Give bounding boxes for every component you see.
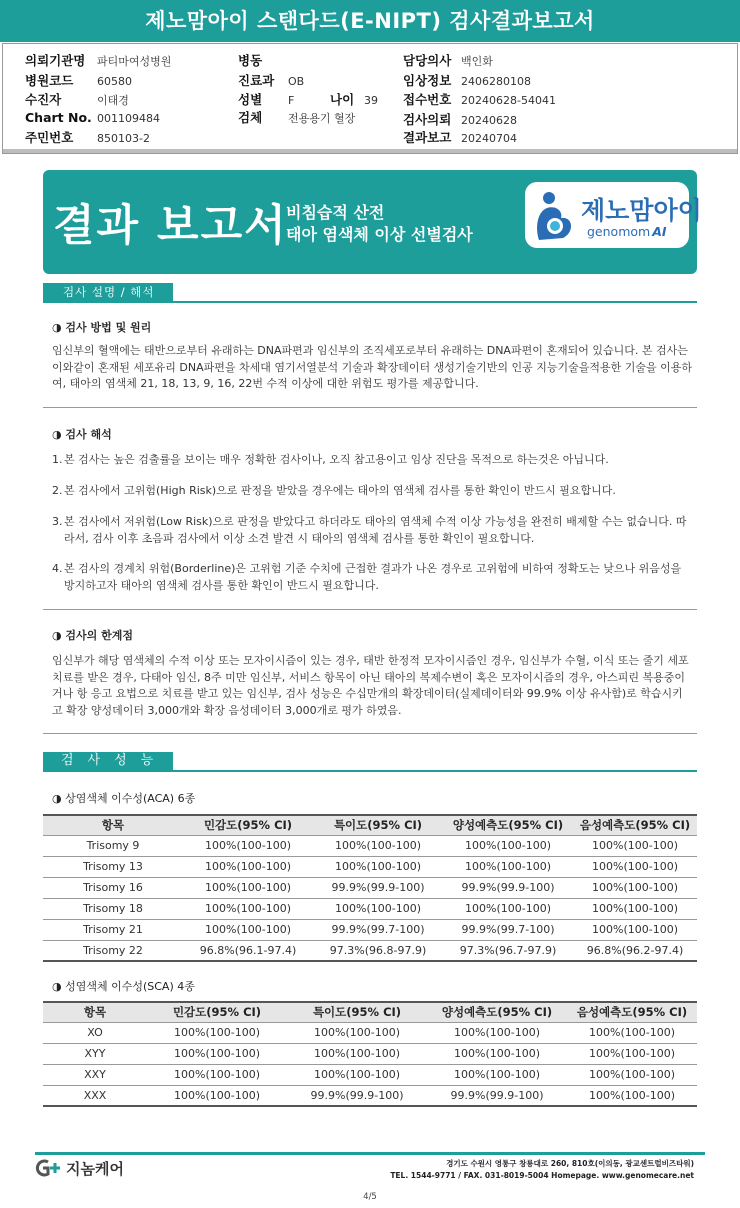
info-patient-name: 수진자 이태경 xyxy=(25,92,129,107)
sca-performance-table xyxy=(43,1001,697,1107)
table-row: XXX 100%(100-100) 99.9%(99.9-100) 99.9%(99.9-100) 100%(100-100) xyxy=(43,1085,697,1106)
method-text: 임신부의 혈액에는 태반으로부터 유래하는 DNA파편과 임신부의 조직세포로부터 유래하는 DNA파편이 혼재되어 있습니다. 본 검사는 이와같이 혼재된 세포유리 DNA파편을 차세대 염기서열분석 기술과 확장데이터 생성기술기반의 인공 지능기술을적용한 기술을 이용하여, 태아의 염색체 21, 18, 13, 9, 16, 22번 수적 이상에 대한 위험도 평가를 제공합니다. xyxy=(52,344,692,390)
table-row: Trisomy 18 100%(100-100) 100%(100-100) 100%(100-100) 100%(100-100) xyxy=(43,898,697,919)
footer-divider xyxy=(35,1152,705,1155)
footer-address xyxy=(390,1158,694,1182)
info-hospital-code: 병원코드 60580 xyxy=(25,73,132,88)
info-sex: 성별 F xyxy=(238,92,295,107)
section-performance-line xyxy=(43,770,697,772)
info-box-shadow xyxy=(3,149,737,153)
genomecare-logo xyxy=(34,1158,124,1180)
column-header: 민감도(95% CI) xyxy=(147,1002,287,1022)
column-header: 음성예측도(95% CI) xyxy=(573,815,697,835)
info-requesting-institution: 의뢰기관명 파티마여성병원 xyxy=(25,53,172,68)
info-ward: 병동 xyxy=(238,53,263,68)
section-description-line xyxy=(43,301,697,303)
column-header: 항목 xyxy=(43,1002,147,1022)
logo-korean-text: 제노맘아이 xyxy=(581,196,702,225)
footer-company-name: 지놈케어 xyxy=(66,1160,124,1178)
section-description-tab: 검사 설명 / 해석 xyxy=(43,283,173,301)
limitations-title: ◑ 검사의 한계점 xyxy=(52,629,134,642)
footer-contact-line: TEL. 1544-9771 / FAX. 031-8019-5004 Homepage. www.genomecare.net xyxy=(390,1171,694,1180)
footer-address-line: 경기도 수원시 영통구 창룡대로 260, 810호(이의동, 광교센트럴비즈타워) xyxy=(446,1159,694,1168)
info-accession-number: 접수번호 20240628-54041 xyxy=(403,92,556,107)
aca-table-title: ◑ 상염색체 이수성(ACA) 6종 xyxy=(52,792,196,805)
table-row: Trisomy 21 100%(100-100) 99.9%(99.7-100) 99.9%(99.7-100) 100%(100-100) xyxy=(43,919,697,940)
banner-subtitle xyxy=(286,202,473,246)
column-header: 민감도(95% CI) xyxy=(183,815,313,835)
column-header: 음성예측도(95% CI) xyxy=(567,1002,697,1022)
table-row: Trisomy 22 96.8%(96.1-97.4) 97.3%(96.8-97.9) 97.3%(96.7-97.9) 96.8%(96.2-97.4) xyxy=(43,940,697,961)
logo-english-main: genomom xyxy=(587,224,651,239)
genomecare-logo-icon xyxy=(34,1158,62,1178)
table-row: XXY 100%(100-100) 100%(100-100) 100%(100-100) 100%(100-100) xyxy=(43,1064,697,1085)
info-physician: 담당의사 백인화 xyxy=(403,53,493,68)
logo-english-text xyxy=(587,224,667,239)
interpretation-item: 2. 본 검사에서 고위험(High Risk)으로 판정을 받았을 경우에는 태아의 염색체 검사를 통한 확인이 반드시 필요합니다. xyxy=(52,484,616,497)
table-header-row xyxy=(43,815,697,835)
divider-3 xyxy=(43,733,697,734)
info-specimen: 검체 전용용기 혈장 xyxy=(238,110,356,125)
result-banner xyxy=(43,170,702,274)
banner-title: 결과 보고서 xyxy=(53,201,288,251)
divider-2 xyxy=(43,609,697,610)
report-title: 제노맘아이 스탠다드(E-NIPT) 검사결과보고서 xyxy=(0,0,740,42)
table-row: XYY 100%(100-100) 100%(100-100) 100%(100-100) 100%(100-100) xyxy=(43,1043,697,1064)
page-number: 4/5 xyxy=(363,1192,377,1202)
interpretation-item: 4. 본 검사의 경계치 위험(Borderline)은 고위험 기준 수치에 근접한 결과가 나온 경우로 고위험에 비하여 정확도는 낮으나 위음성을 방지하고자 태아의 염색체 검사를 통한 확인이 반드시 필요합니다. xyxy=(52,562,682,592)
interpretation-item: 3. 본 검사에서 저위험(Low Risk)으로 판정을 받았다고 하더라도 태아의 염색체 수적 이상 가능성을 완전히 배제할 수는 없습니다. 따라서, 검사 이후 초음파 검사에서 이상 소견 발견 시 태아의 염색체 검사를 통한 확인이 필요합니다. xyxy=(52,515,687,545)
method-title: ◑ 검사 방법 및 원리 xyxy=(52,321,152,334)
table-row: Trisomy 16 100%(100-100) 99.9%(99.9-100) 99.9%(99.9-100) 100%(100-100) xyxy=(43,877,697,898)
column-header: 특이도(95% CI) xyxy=(313,815,443,835)
info-clinical-info: 임상정보 2406280108 xyxy=(403,73,531,88)
info-resident-number: 주민번호 850103-2 xyxy=(25,130,150,145)
info-age: 나이 39 xyxy=(330,92,378,107)
interpretation-item: 1. 본 검사는 높은 검출률을 보이는 매우 정확한 검사이나, 오직 참고용이고 임상 진단을 목적으로 하는것은 아닙니다. xyxy=(52,453,609,466)
column-header: 양성예측도(95% CI) xyxy=(443,815,573,835)
table-header-row xyxy=(43,1002,697,1022)
interpretation-title: ◑ 검사 해석 xyxy=(52,428,112,441)
column-header: 양성예측도(95% CI) xyxy=(427,1002,567,1022)
genomom-logo xyxy=(525,182,702,248)
info-request-date: 검사의뢰 20240628 xyxy=(403,112,517,127)
section-performance-tab: 검사성능 xyxy=(43,752,173,770)
aca-performance-table xyxy=(43,814,697,962)
section-description-header xyxy=(43,283,697,303)
table-row: Trisomy 9 100%(100-100) 100%(100-100) 100%(100-100) 100%(100-100) xyxy=(43,835,697,856)
table-row: Trisomy 13 100%(100-100) 100%(100-100) 100%(100-100) 100%(100-100) xyxy=(43,856,697,877)
table-row: XO 100%(100-100) 100%(100-100) 100%(100-100) 100%(100-100) xyxy=(43,1022,697,1043)
banner-subtitle-line2: 태아 염색체 이상 선별검사 xyxy=(286,225,473,244)
sca-table-title: ◑ 성염색체 이수성(SCA) 4종 xyxy=(52,980,195,993)
column-header: 특이도(95% CI) xyxy=(287,1002,427,1022)
patient-info-box xyxy=(2,43,738,154)
info-chart-no: Chart No. 001109484 xyxy=(25,110,160,125)
column-header: 항목 xyxy=(43,815,183,835)
logo-english-suffix: AI xyxy=(652,224,667,239)
section-performance-header xyxy=(43,752,697,772)
genomom-mother-icon xyxy=(533,188,577,242)
divider-1 xyxy=(43,407,697,408)
limitations-text: 임신부가 해당 염색체의 수적 이상 또는 모자이시즘이 있는 경우, 태반 한정적 모자이시즘인 경우, 임신부가 수혈, 이식 또는 줄기 세포 치료를 받은 경우, 다태아 임신, 8주 미만 임신부, 서비스 항목이 아닌 태아의 복제수변이 혹은 모자이시즘의 경우, 아스피린 복용중이거나 항 응고 요법으로 치료를 받고 있는 임신부, 검사 성능은 수십만개의 확장데이터(실제데이터와 99.9% 이상 유사함)로 학습시키고 확장 양성데이터 3,000개와 확장 음성데이터 3,000개로 평가 하였음. xyxy=(52,654,689,717)
info-department: 진료과 OB xyxy=(238,73,305,88)
info-report-date: 결과보고 20240704 xyxy=(403,130,517,145)
banner-subtitle-line1: 비침습적 산전 xyxy=(286,203,385,222)
